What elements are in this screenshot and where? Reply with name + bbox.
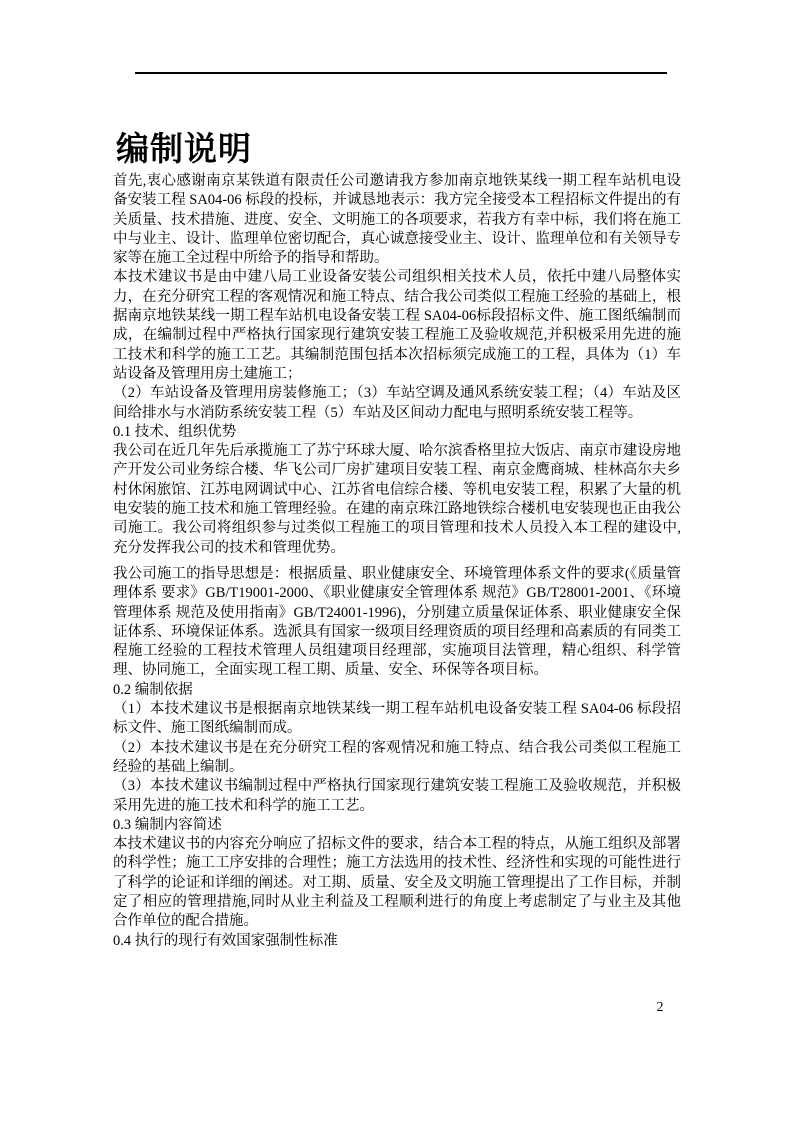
paragraph-scope-list: （2）车站设备及管理用房装修施工；（3）车站空调及通风系统安装工程；（4）车站及区间给排水与水消防系统安装工程（5）车站及区间动力配电与照明系统安装工程等。: [113, 385, 681, 421]
document-body: [113, 172, 681, 951]
heading-0-3-content-summary: 0.3 编制内容简述: [113, 816, 222, 833]
paragraph-basis-item-1: （1）本技术建议书是根据南京地铁某线一期工程车站机电设备安装工程 SA04-06 标段招标文件、施工图纸编制而成。: [113, 701, 681, 737]
paragraph-proposal-origin: 本技术建议书是由中建八局工业设备安装公司组织相关技术人员，依托中建八局整体实力，在充分研究工程的客观情况和施工特点、结合我公司类似工程施工经验的基础上，根据南京地铁某线一期工程车站机电设备安装工程 SA04-06标段招标文件、施工图纸编制而成，在编制过程中严格执行国家现行建筑安装工程施工及验收规范,并积极采用先进的施工技术和科学的施工工艺。其编制范围包括本次招标须完成施工的工程，具体为（1）车站设备及管理用房土建施工；: [113, 269, 681, 382]
paragraph-guiding-principles: 我公司施工的指导思想是：根据质量、职业健康安全、环境管理体系文件的要求(《质量管理体系 要求》GB/T19001-2000、《职业健康安全管理体系 规范》GB/T28001-2001、《环境管理体系 规范及使用指南》GB/T24001-1996)，分别建立质量保证体系、职业健康安全保证体系、环境保证体系。选派具有国家一级项目经理资质的项目经理和高素质的有同类工程施工经验的工程技术管理人员组建项目经理部，实施项目法管理，精心组织、科学管理、协同施工，全面实现工程工期、质量、安全、环保等各项目标。: [113, 565, 681, 679]
paragraph-basis-item-2: （2）本技术建议书是在充分研究工程的客观情况和施工特点、结合我公司类似工程施工经验的基础上编制。: [113, 739, 681, 775]
page-title: 编制说明: [116, 132, 252, 169]
heading-0-4-mandatory-standards: 0.4 执行的现行有效国家强制性标准: [113, 932, 338, 949]
page-number: 2: [656, 1000, 664, 1015]
header-rule: [135, 72, 667, 74]
paragraph-basis-item-3: （3）本技术建议书编制过程中严格执行国家现行建筑安装工程施工及验收规范，并积极采用先进的施工技术和科学的施工工艺。: [113, 778, 681, 814]
heading-0-1-tech-advantages: 0.1 技术、组织优势: [113, 423, 237, 440]
paragraph-company-experience: 我公司在近几年先后承揽施工了苏宁环球大厦、哈尔滨香格里拉大饭店、南京市建设房地产开发公司业务综合楼、华飞公司厂房扩建项目安装工程、南京金鹰商城、桂林高尔夫乡村休闲旅馆、江苏电网调试中心、江苏省电信综合楼、等机电安装工程，积累了大量的机电安装的施工技术和施工管理经验。在建的南京珠江路地铁综合楼机电安装现也正由我公司施工。我公司将组织参与过类似工程施工的项目管理和技术人员投入本工程的建设中,充分发挥我公司的技术和管理优势。: [113, 443, 681, 556]
paragraph-intro-thanks: 首先,衷心感谢南京某铁道有限责任公司邀请我方参加南京地铁某线一期工程车站机电设备安装工程 SA04-06 标段的投标，并诚恳地表示：我方完全接受本工程招标文件提出的有关质量、技术措施、进度、安全、文明施工的各项要求，若我方有幸中标，我们将在施工中与业主、设计、监理单位密切配合，真心诚意接受业主、设计、监理单位和有关领导专家等在施工全过程中所给予的指导和帮助。: [113, 173, 681, 267]
heading-0-2-compilation-basis: 0.2 编制依据: [113, 681, 193, 698]
paragraph-content-summary: 本技术建议书的内容充分响应了招标文件的要求，结合本工程的特点，从施工组织及部署的科学性；施工工序安排的合理性；施工方法选用的技术性、经济性和实现的可能性进行了科学的论证和详细的阐述。对工期、质量、安全及文明施工管理提出了工作目标，并制定了相应的管理措施,同时从业主利益及工程顺利进行的角度上考虑制定了与业主及其他合作单位的配合措施。: [113, 836, 681, 930]
